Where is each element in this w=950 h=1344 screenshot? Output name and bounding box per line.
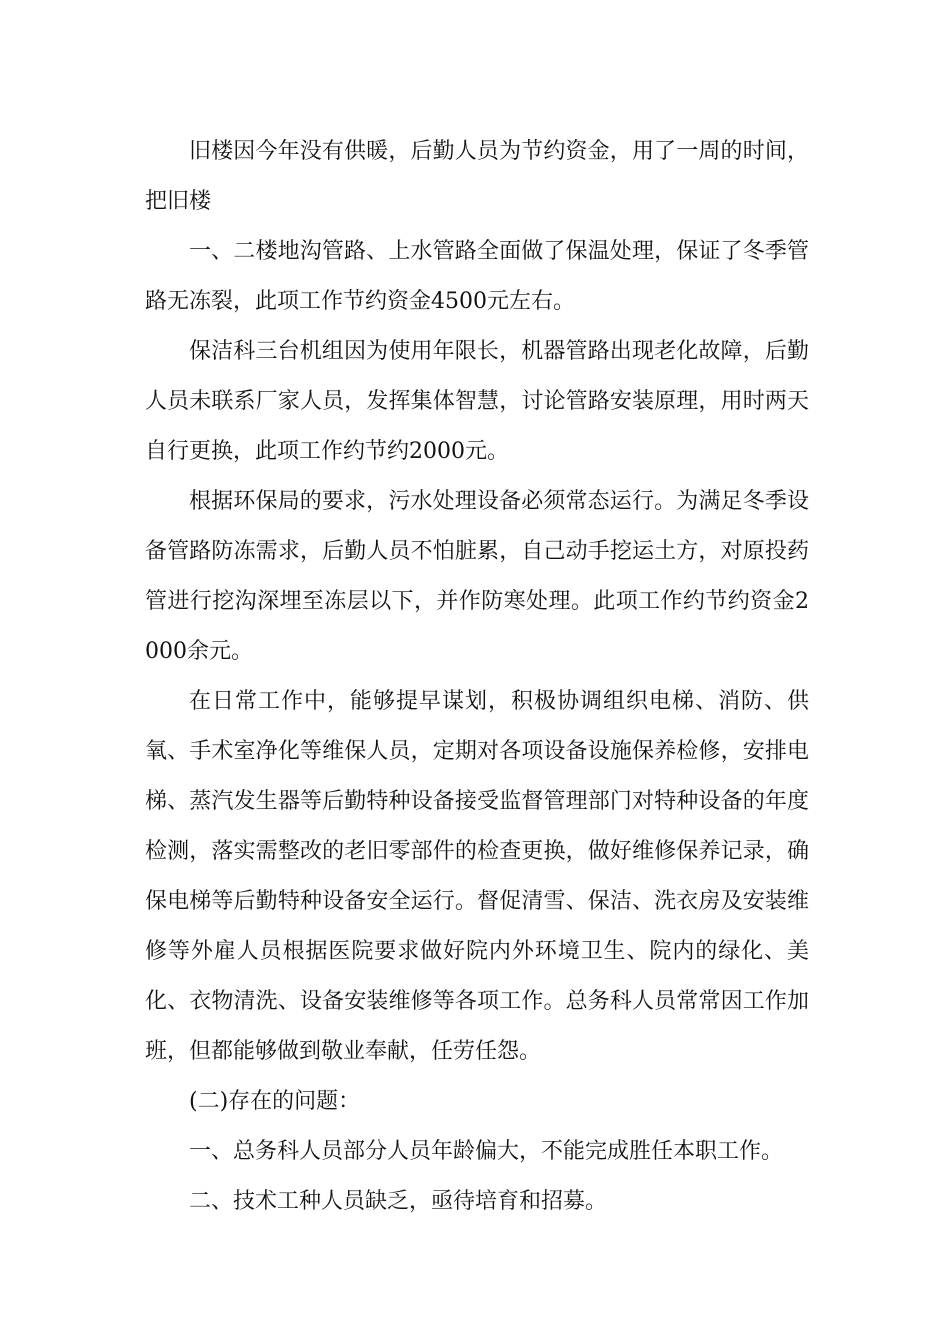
paragraph-daily-work: 在日常工作中，能够提早谋划，积极协调组织电梯、消防、供氧、手术室净化等维保人员，定期对各项设备设施保养检修，安排电梯、蒸汽发生器等后勤特种设备接受监督管理部门对特种设备的年度检测，落实需整改的老旧零部件的检查更换，做好维修保养记录，确保电梯等后勤特种设备安全运行。督促清雪、保洁、洗衣房及安装维修等外雇人员根据医院要求做好院内外环境卫生、院内的绿化、美化、衣物清洗、设备安装维修等各项工作。总务科人员常常因工作加班，但都能够做到敬业奉献，任劳任怨。 bbox=[145, 689, 809, 1064]
paragraph-problems-heading: (二)存在的问题： bbox=[189, 1089, 361, 1114]
document-body bbox=[145, 127, 809, 1227]
paragraph-cleaning-units: 保洁科三台机组因为使用年限长，机器管路出现老化故障，后勤人员未联系厂家人员，发挥集体智慧，讨论管路安装原理，用时两天自行更换，此项工作约节约2000元。 bbox=[145, 339, 809, 464]
paragraph-insulation: 一、二楼地沟管路、上水管路全面做了保温处理，保证了冬季管路无冻裂，此项工作节约资金4500元左右。 bbox=[145, 239, 809, 314]
paragraph-sewage-treatment: 根据环保局的要求，污水处理设备必须常态运行。为满足冬季设备管路防冻需求，后勤人员不怕脏累，自己动手挖运土方，对原投药管进行挖沟深埋至冻层以下，并作防寒处理。此项工作约节约资金2000余元。 bbox=[145, 489, 809, 664]
paragraph-problem-one: 一、总务科人员部分人员年龄偏大，不能完成胜任本职工作。 bbox=[189, 1139, 784, 1164]
paragraph-problem-two: 二、技术工种人员缺乏，亟待培育和招募。 bbox=[189, 1189, 608, 1214]
paragraph-old-building: 旧楼因今年没有供暖，后勤人员为节约资金，用了一周的时间，把旧楼 bbox=[145, 139, 809, 214]
